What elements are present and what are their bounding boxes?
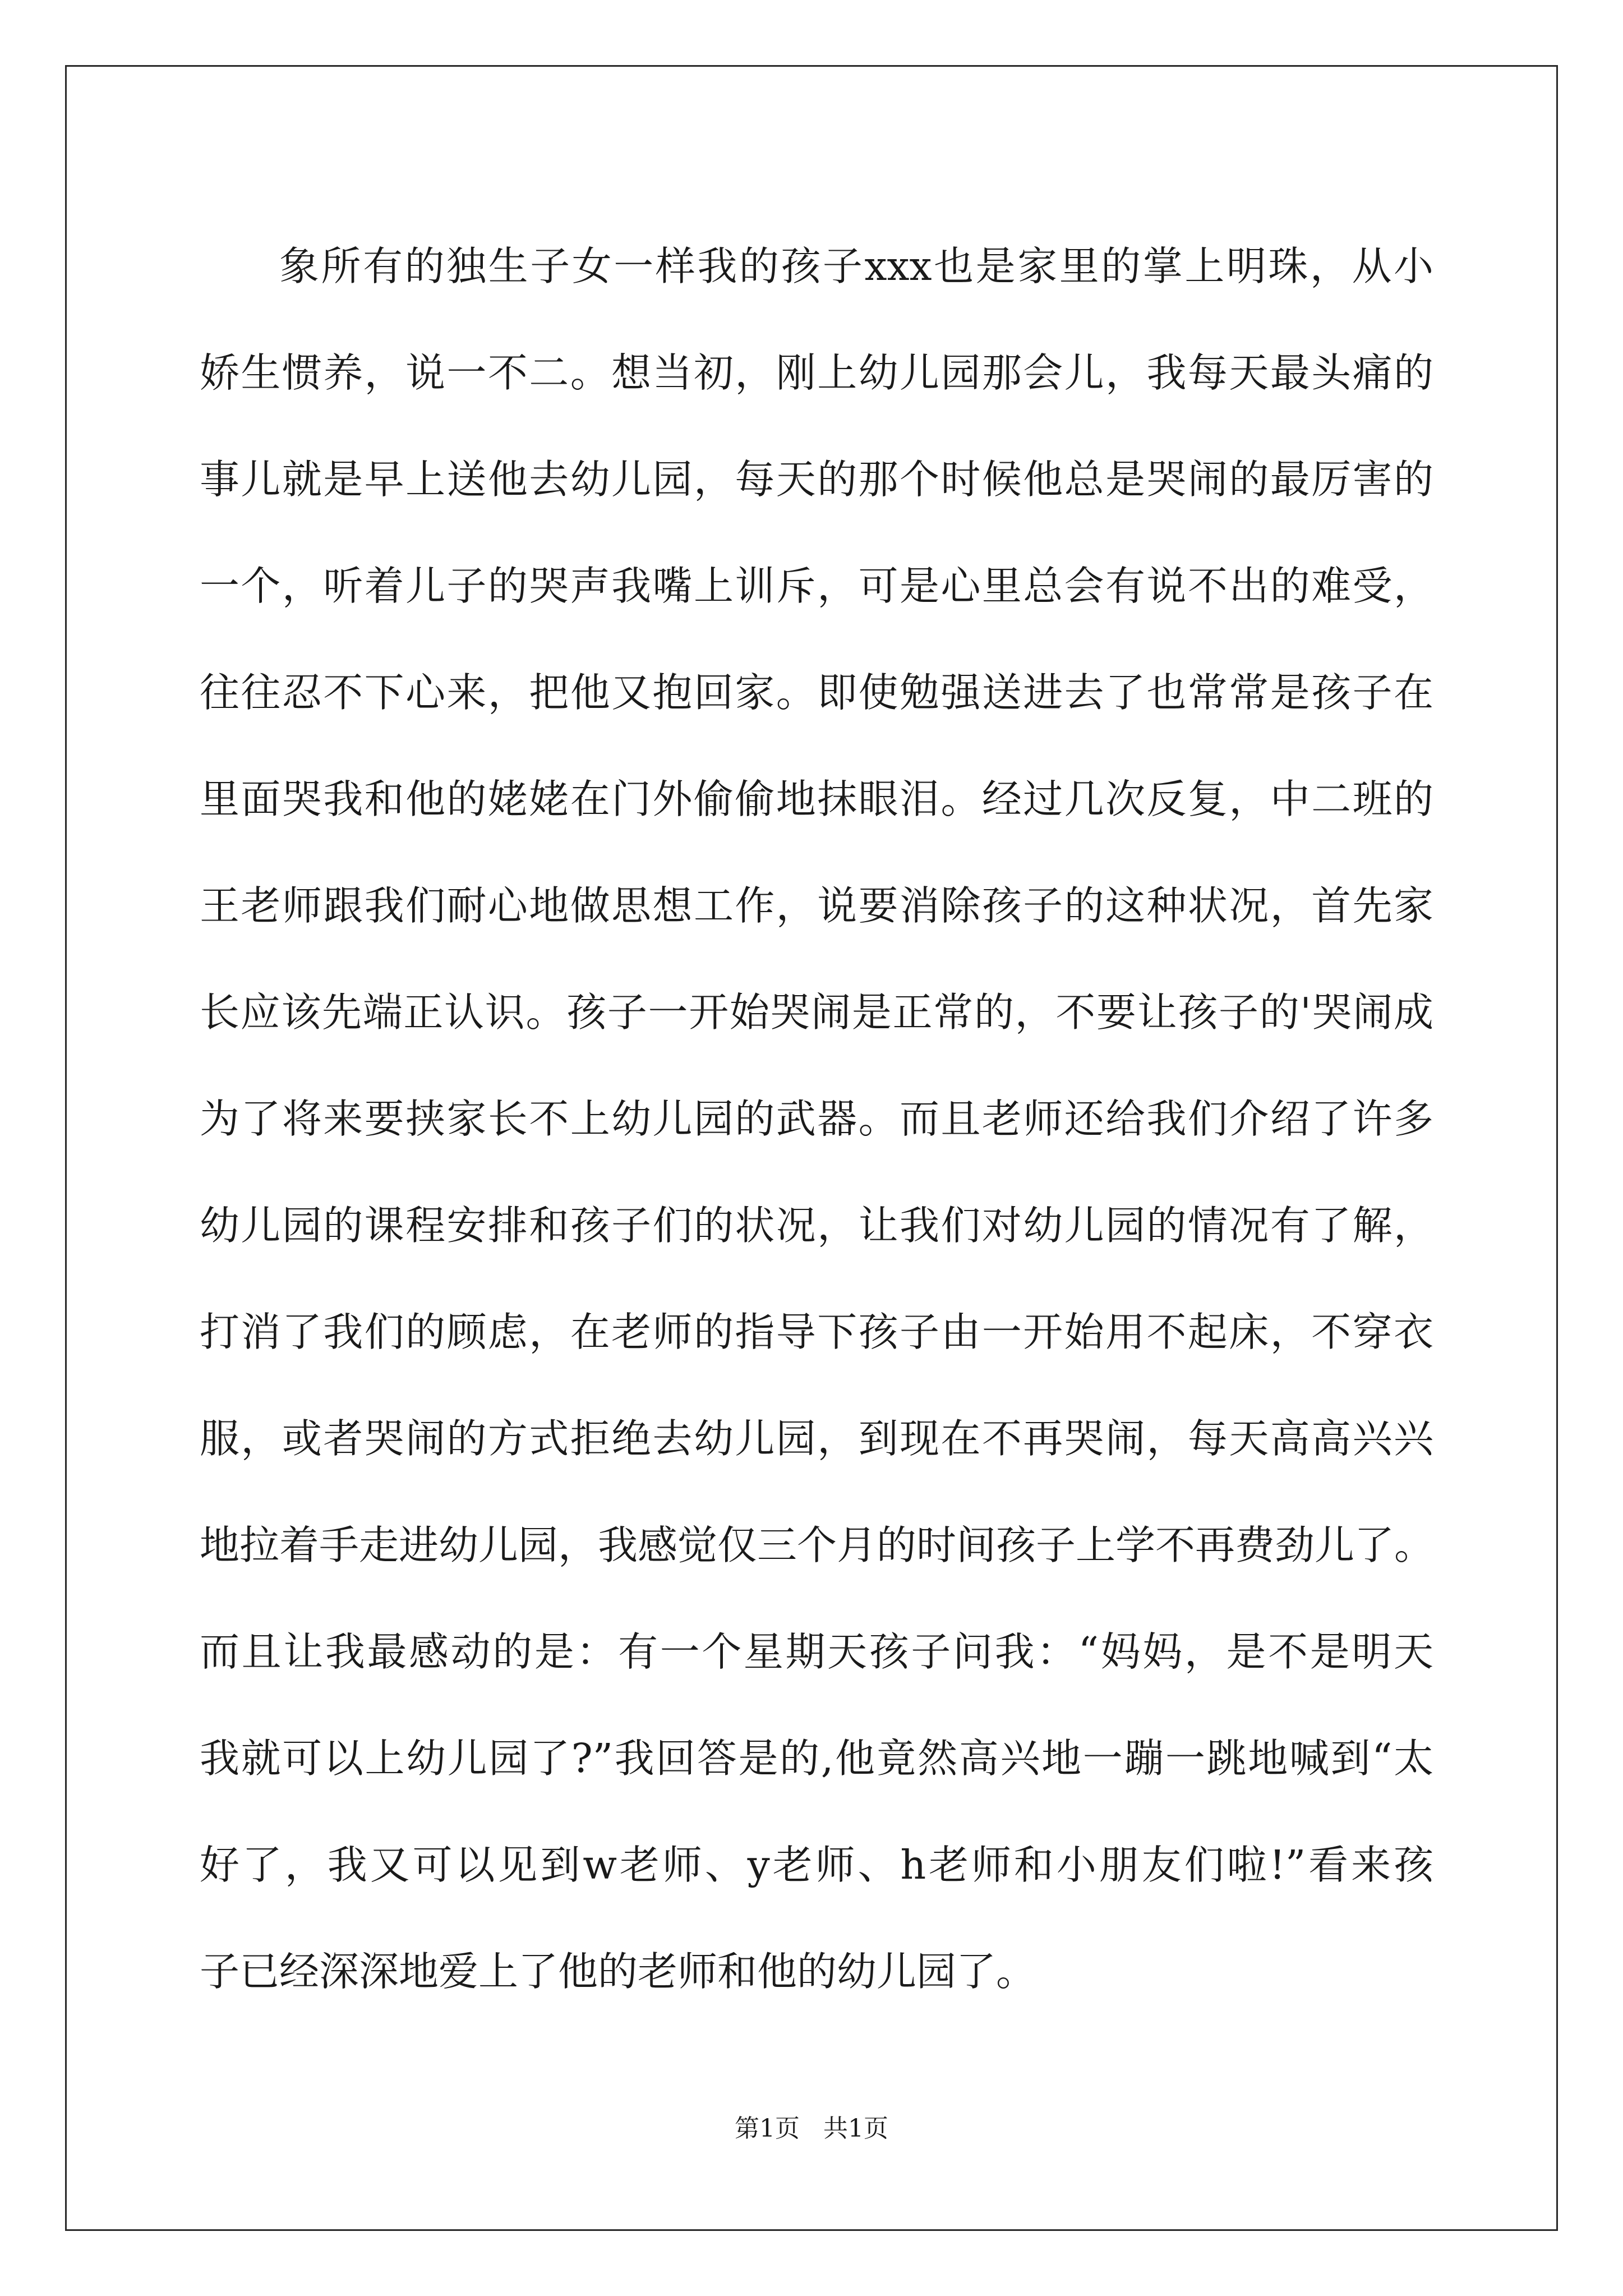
text-line-6: 里面哭我和他的姥姥在门外偷偷地抹眼泪。经过几次反复，中二班的 xyxy=(200,776,1433,822)
text-line-5: 往往忍不下心来，把他又抱回家。即使勉强送进去了也常常是孩子在 xyxy=(200,669,1433,716)
text-line-1: 象所有的独生子女一样我的孩子xxx也是家里的掌上明珠，从小 xyxy=(279,243,1433,289)
document-body xyxy=(200,213,1433,2025)
text-line-14: 而且让我最感动的是：有一个星期天孩子问我：“妈妈，是不是明天 xyxy=(200,1628,1433,1675)
text-line-11: 打消了我们的顾虑，在老师的指导下孩子由一开始用不起床，不穿衣 xyxy=(200,1309,1433,1355)
text-line-10: 幼儿园的课程安排和孩子们的状况，让我们对幼儿园的情况有了解， xyxy=(200,1202,1433,1249)
text-line-4: 一个，听着儿子的哭声我嘴上训斥，可是心里总会有说不出的难受， xyxy=(200,563,1433,609)
text-line-7: 王老师跟我们耐心地做思想工作，说要消除孩子的这种状况，首先家 xyxy=(200,882,1433,929)
text-line-9: 为了将来要挟家长不上幼儿园的武器。而且老师还给我们介绍了许多 xyxy=(200,1096,1433,1142)
text-line-8: 长应该先端正认识。孩子一开始哭闹是正常的，不要让孩子的'哭闹成 xyxy=(200,989,1433,1036)
text-line-17: 子已经深深地爱上了他的老师和他的幼儿园了。 xyxy=(200,1948,1036,1995)
text-line-3: 事儿就是早上送他去幼儿园，每天的那个时候他总是哭闹的最厉害的 xyxy=(200,456,1433,503)
text-line-15: 我就可以上幼儿园了?”我回答是的,他竟然高兴地一蹦一跳地喊到“太 xyxy=(200,1735,1433,1782)
page-number-footer: 第1页 共1页 xyxy=(735,2114,888,2143)
text-line-16: 好了，我又可以见到w老师、y老师、h老师和小朋友们啦!”看来孩 xyxy=(200,1842,1433,1888)
text-line-13: 地拉着手走进幼儿园，我感觉仅三个月的时间孩子上学不再费劲儿了。 xyxy=(200,1522,1435,1568)
text-line-2: 娇生惯养，说一不二。想当初，刚上幼儿园那会儿，我每天最头痛的 xyxy=(200,349,1433,396)
text-line-12: 服，或者哭闹的方式拒绝去幼儿园，到现在不再哭闹，每天高高兴兴 xyxy=(200,1415,1433,1462)
